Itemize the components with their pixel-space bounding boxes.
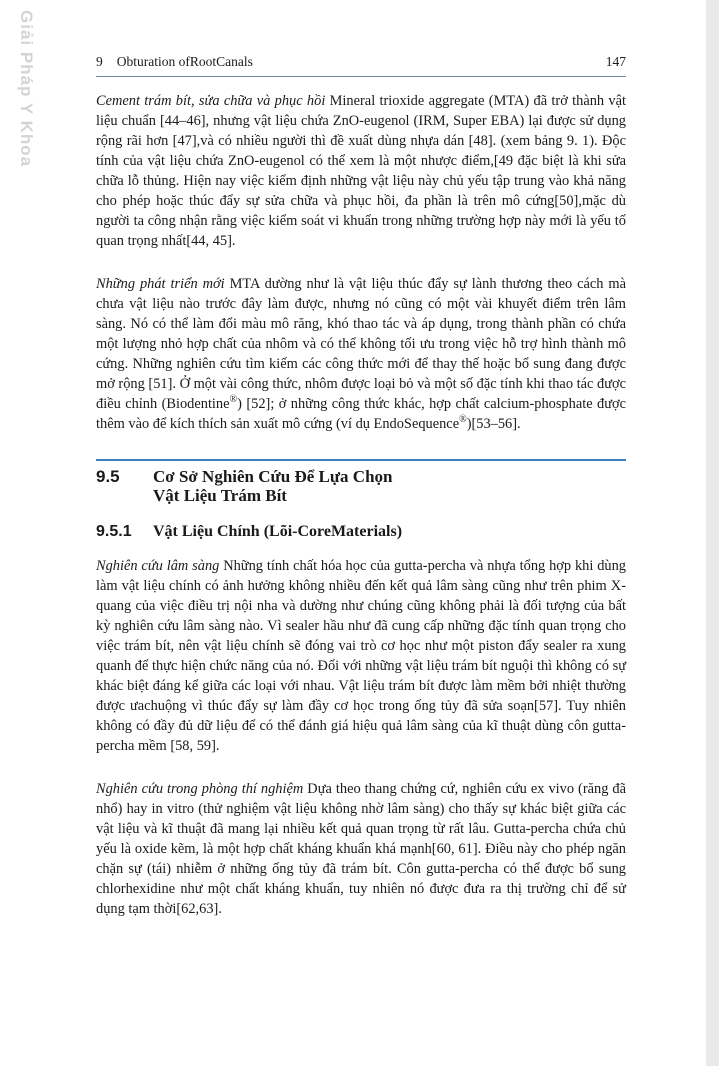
paragraph-body: Những tính chất hóa học của gutta-percha và nhựa tổng hợp khi dùng làm vật liệu chính có ảnh hưởng không nhiều đến kết quả lâm sàng cũng như trên phim X-quang của việc điều trị nội nha và dường như chúng cũng không phải là đối tượng của bất kỳ nghiên cứu lâm sàng nào. Vì sealer hầu như đã cung cấp những đặc tính quan trọng cho việc trám bít, nên vật liệu chính sẽ đóng vai trò cơ học như một piston đẩy sealer ra xung quanh để thực hiện chức năng của nó. Đối với những vật liệu trám bít nguội thì không có sự khác biệt đáng kể giữa các loại với nhau. Vật liệu trám bít được làm mềm bởi nhiệt thường được ưachuộng vì thúc đẩy sự làm đầy cơ học trong ống tủy đã sửa soạn[57]. Tuy nhiên không có đầy đủ dữ liệu để có thể đánh giá hiệu quả lâm sàng của kĩ thuật dùng côn gutta-percha mềm [58, 59]. bbox=[96, 558, 626, 754]
paragraph-lead: Nghiên cứu trong phòng thí nghiệm bbox=[96, 781, 304, 797]
paragraph-body: Mineral trioxide aggregate (MTA) đã trở thành vật liệu chuẩn [44–46], nhưng vật liệu chứa ZnO-eugenol (IRM, Super EBA) lại được sử dụng rộng rãi hơn [47],và có nhiều người thì đề xuất dùng nhựa dán [48]. (xem bảng 9. 1). Độc tính của vật liệu chứa ZnO-eugenol có thể xem là một nhược điểm,[49 đặc biệt là khi sửa chữa lỗ thủng. Hiện nay việc kiểm định những vật liệu này chủ yếu tập trung vào khả năng cho phép hoặc thúc đẩy sự sửa chữa và phục hồi, đa phần là trên mô cứng[50],mặc dù người ta công nhận rằng việc kiểm soát vi khuẩn trong những trường hợp này mới là yếu tố quan trọng nhất[44, 45]. bbox=[96, 93, 626, 249]
paragraph-lab-research bbox=[96, 779, 626, 919]
registered-mark: ® bbox=[229, 394, 238, 406]
paragraph-clinical-research bbox=[96, 556, 626, 756]
paragraph-body: ) [52]; ở những công thức khác, hợp chất calcium-phosphate được thêm vào để kích thích sản xuất mô cứng (ví dụ EndoSequence bbox=[96, 396, 627, 432]
section-divider bbox=[96, 459, 626, 461]
subsection-title: Vật Liệu Chính (Lõi-CoreMaterials) bbox=[153, 523, 403, 540]
section-title bbox=[153, 467, 393, 505]
paragraph-lead: Những phát triển mới bbox=[96, 276, 225, 292]
paragraph-body: MTA dường như là vật liệu thúc đẩy sự lành thương theo cách mà chưa vật liệu nào trước đây làm được, nhưng nó cũng có một vài khuyết điểm trên lâm sàng. Nó có thể làm đổi màu mô răng, khó thao tác và áp dụng, trong thành phần có chứa một lượng nhỏ hợp chất của nhôm và có thể không tối ưu trong việc hỗ trợ hình thành mô cứng. Những nghiên cứu tìm kiếm các công thức mới để thay thế hoặc bổ sung đang được mở rộng [51]. Ở một vài công thức, nhôm được loại bỏ và một số đặc tính khi thao tác được điều chỉnh (Biodentine bbox=[96, 276, 626, 412]
paragraph-lead: Nghiên cứu lâm sàng bbox=[96, 558, 220, 574]
watermark: Giải Pháp Y Khoa bbox=[17, 10, 36, 168]
paragraph-new-developments bbox=[96, 274, 626, 434]
paragraph-body: Dựa theo thang chứng cứ, nghiên cứu ex vivo (răng đã nhổ) hay in vitro (thử nghiệm vật liệu không nhờ lâm sàng) cho thấy sự khác biệt giữa các vật liệu và kĩ thuật đã mang lại nhiều kết quả quan trọng từ rất lâu. Gutta-percha chứa chủ yếu là oxide kẽm, là một hợp chất kháng khuẩn khá mạnh[60, 61]. Điều này cho phép ngăn chặn sự (tái) nhiễm ở những ống tủy đã trám bít. Côn gutta-percha có thể được bổ sung chlorhexidine như một chất kháng khuẩn, tuy nhiên nó được đưa ra thị trường chỉ để sử dụng tạm thời[62,63]. bbox=[96, 781, 627, 917]
page-content bbox=[96, 91, 626, 919]
subsection-number: 9.5.1 bbox=[96, 523, 132, 540]
paragraph-body: )[53–56]. bbox=[466, 416, 521, 432]
chapter-title: Obturation ofRootCanals bbox=[116, 54, 253, 69]
paragraph-cement bbox=[96, 91, 626, 251]
registered-mark: ® bbox=[459, 414, 467, 426]
chapter-number: 9 bbox=[96, 54, 103, 69]
section-title-line: Cơ Sở Nghiên Cứu Để Lựa Chọn bbox=[153, 467, 393, 486]
subsection-heading bbox=[96, 522, 626, 542]
running-header bbox=[96, 54, 626, 77]
paragraph-lead: Cement trám bít, sửa chữa và phục hồi bbox=[96, 93, 326, 109]
page-number: 147 bbox=[605, 54, 626, 69]
section-heading bbox=[96, 467, 626, 505]
section-number: 9.5 bbox=[96, 467, 120, 486]
header-chapter bbox=[96, 54, 267, 70]
section-title-line: Vật Liệu Trám Bít bbox=[153, 486, 287, 505]
